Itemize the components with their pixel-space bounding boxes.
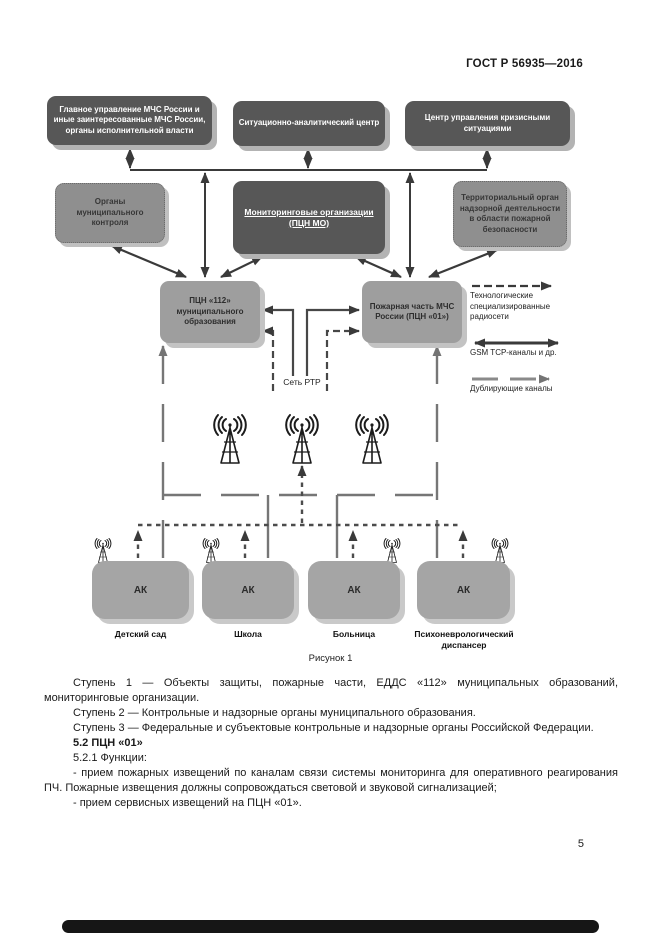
step-2-paragraph: Ступень 2 — Контрольные и надзорные органы муниципального образования. [73,707,476,719]
rtr-solid-links [263,310,359,376]
box-ak-hospital: АК [308,561,400,619]
object-label-school: Школа [234,629,262,639]
scan-edge-artifact [62,920,599,933]
monitoring-organizations-label: Мониторинговые организации (ПЦН МО) [244,207,374,228]
box-ak-dispensary: АК [417,561,510,619]
figure-1-diagram [0,88,661,676]
function-bullet-2: - прием сервисных извещений на ПЦН «01». [73,797,302,809]
page-number: 5 [577,838,584,850]
figure-caption: Рисунок 1 [308,653,353,664]
box-monitoring-organizations [233,181,385,254]
body-text [44,676,618,811]
legend-item-duplicate-channels: Дублирующие каналы [470,384,553,393]
document-code: ГОСТ Р 56935—2016 [466,58,583,70]
box-territorial-supervision-body: Территориальный орган надзорной деятельности в области пожарной безопасности [453,181,567,247]
box-crisis-management-center: Центр управления кризисными ситуациями [405,101,570,146]
box-pcn-112: ПЦН «112» муниципального образования [160,281,260,343]
object-label-hospital: Больница [332,629,376,639]
box-situation-analytical-center: Ситуационно-аналитический центр [233,101,385,146]
antenna-tower-icon [214,415,388,463]
box-ak-school: АК [202,561,294,619]
box-municipal-control-bodies: Органы муниципального контроля [55,183,165,243]
box-ak-kindergarten: АК [92,561,189,619]
legend-item-gsm-tcp-channels: GSM TCP-каналы и др. [470,348,557,357]
step-3-paragraph: Ступень 3 — Федеральные и субъектовые контрольные и надзорные органы Российской Федерации. [73,722,594,734]
radio-network-links [138,466,463,558]
object-label-dispensary: Психоневрологический диспансер [414,629,514,650]
object-label-kindergarten: Детский сад [114,629,167,639]
object-antenna-icon [95,539,508,563]
step-1-paragraph: Ступень 1 — Объекты защиты, пожарные части, ЕДДС «112» муниципальных образований, мониторинговые организации. [44,677,618,704]
box-mchs-main-department: Главное управление МЧС России и иные заинтересованные МЧС России, органы исполнительной власти [47,96,212,145]
function-bullet-1: - прием пожарных извещений по каналам связи системы мониторинга для оперативного реагирования ПЧ. Пожарные извещения должны сопровождаться световой и звуковой сигнализацией; [44,767,618,794]
box-fire-station-pcn-01: Пожарная часть МЧС России (ПЦН «01») [362,281,462,343]
rtr-network-label: Сеть РТР [283,377,321,387]
section-heading-5-2: 5.2 ПЦН «01» [73,737,143,749]
subsection-heading-5-2-1: 5.2.1 Функции: [73,752,147,764]
legend-item-radio-networks: Технологические специализированные радиосети [470,291,551,321]
